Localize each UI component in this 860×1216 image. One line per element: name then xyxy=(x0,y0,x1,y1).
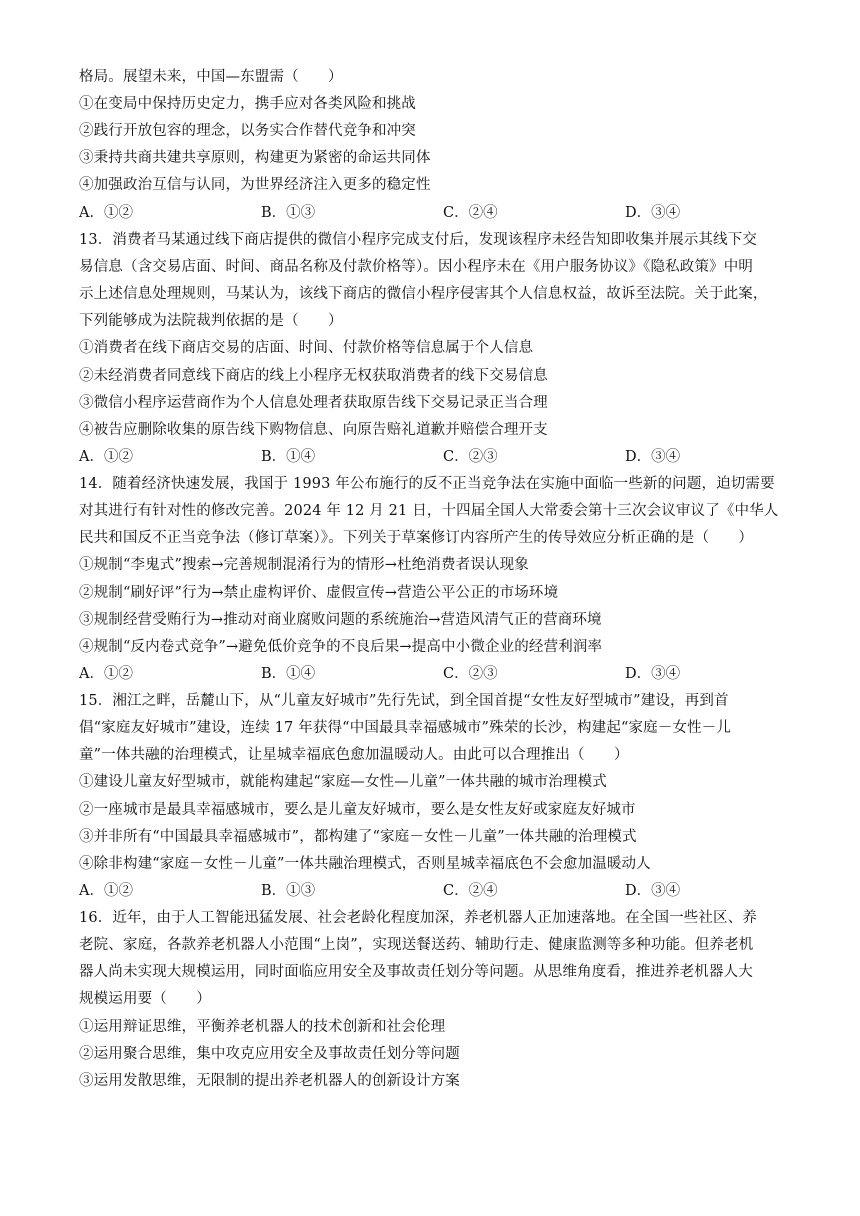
q13-statement-2: ②未经消费者同意线下商店的线上小程序无权获取消费者的线下交易信息 xyxy=(79,368,548,384)
q13-stem-line-2: 易信息（含交易店面、时间、商品名称及付款价格等）。因小程序未在《用户服务协议》《隐私政策》中明 xyxy=(79,259,754,275)
q14-statement-2: ②规制“刷好评”行为→禁止虚构评价、虚假宣传→营造公平公正的市场环境 xyxy=(79,585,559,601)
q13-option-d: D．③④ xyxy=(625,449,681,465)
q16-statement-1: ①运用辩证思维，平衡养老机器人的技术创新和社会伦理 xyxy=(79,1019,446,1035)
q14-option-b: B．①④ xyxy=(261,666,316,682)
q12-option-b: B．①③ xyxy=(261,205,316,221)
q12-option-d: D．③④ xyxy=(625,205,681,221)
q12-options xyxy=(79,203,799,223)
q13-statement-4: ④被告应删除收集的原告线下购物信息、向原告赔礼道歉并赔偿合理开支 xyxy=(79,422,548,438)
q15-option-c: C．②④ xyxy=(443,883,498,899)
q16-statement-3: ③运用发散思维，无限制的提出养老机器人的创新设计方案 xyxy=(79,1073,460,1089)
q16-stem-line-4: 规模运用要（ ） xyxy=(79,991,211,1007)
q12-statement-1: ①在变局中保持历史定力，携手应对各类风险和挑战 xyxy=(79,96,416,112)
q13-option-a: A．①② xyxy=(79,449,133,465)
q13-statement-3: ③微信小程序运营商作为个人信息处理者获取原告线下交易记录正当合理 xyxy=(79,395,548,411)
q13-statement-1: ①消费者在线下商店交易的店面、时间、付款价格等信息属于个人信息 xyxy=(79,340,534,356)
q15-statement-1: ①建设儿童友好型城市，就能构建起“家庭—女性—儿童”一体共融的城市治理模式 xyxy=(79,774,607,790)
q14-statement-4: ④规制“反内卷式竞争”→避免低价竞争的不良后果→提高中小微企业的经营利润率 xyxy=(79,639,603,655)
q12-stem-tail: 格局。展望未来，中国—东盟需（ ） xyxy=(79,69,343,85)
q16-stem-line-1: 16．近年，由于人工智能迅猛发展、社会老龄化程度加深，养老机器人正加速落地。在全国一些社区、养 xyxy=(79,910,757,926)
q12-option-a: A．①② xyxy=(79,205,133,221)
q12-statement-3: ③秉持共商共建共享原则，构建更为紧密的命运共同体 xyxy=(79,150,431,166)
q12-option-c: C．②④ xyxy=(443,205,498,221)
q15-statement-4: ④除非构建“家庭－女性－儿童”一体共融治理模式，否则星城幸福底色不会愈加温暖动人 xyxy=(79,856,651,872)
q14-option-d: D．③④ xyxy=(625,666,681,682)
q15-statement-3: ③并非所有“中国最具幸福感城市”，都构建了“家庭－女性－儿童”一体共融的治理模式 xyxy=(79,829,637,845)
q15-stem-line-3: 童”一体共融的治理模式，让星城幸福底色愈加温暖动人。由此可以合理推出（ ） xyxy=(79,747,629,763)
q14-statement-3: ③规制经营受贿行为→推动对商业腐败问题的系统施治→营造风清气正的营商环境 xyxy=(79,612,602,628)
q16-statement-2: ②运用聚合思维，集中攻克应用安全及事故责任划分等问题 xyxy=(79,1046,460,1062)
q15-option-a: A．①② xyxy=(79,883,133,899)
q13-stem-line-4: 下列能够成为法院裁判依据的是（ ） xyxy=(79,313,343,329)
q14-option-a: A．①② xyxy=(79,666,133,682)
q14-stem-line-1: 14．随着经济快速发展，我国于 1993 年公布施行的反不正当竞争法在实施中面临一些新的问题，迫切需要 xyxy=(79,476,775,492)
q15-option-b: B．①③ xyxy=(261,883,316,899)
q14-stem-line-3: 民共和国反不正当竞争法（修订草案）》。下列关于草案修订内容所产生的传导效应分析正确的是（ ） xyxy=(79,530,754,546)
q14-option-c: C．②③ xyxy=(443,666,498,682)
q15-stem-line-1: 15．湘江之畔，岳麓山下，从“儿童友好城市”先行先试，到全国首提“女性友好型城市”建设，再到首 xyxy=(79,693,729,709)
q13-options xyxy=(79,447,799,467)
q13-stem-line-3: 示上述信息处理规则，马某认为，该线下商店的微信小程序侵害其个人信息权益，故诉至法院。关于此案， xyxy=(79,286,768,302)
q15-option-d: D．③④ xyxy=(625,883,681,899)
q16-stem-line-2: 老院、家庭，各款养老机器人小范围“上岗”，实现送餐送药、辅助行走、健康监测等多种功能。但养老机 xyxy=(79,937,754,953)
q14-statement-1: ①规制“李鬼式”搜索→完善规制混淆行为的情形→杜绝消费者误认现象 xyxy=(79,557,529,573)
q13-option-c: C．②③ xyxy=(443,449,498,465)
q13-stem-line-1: 13．消费者马某通过线下商店提供的微信小程序完成支付后，发现该程序未经告知即收集并展示其线下交 xyxy=(79,232,757,248)
q12-statement-4: ④加强政治互信与认同，为世界经济注入更多的稳定性 xyxy=(79,177,431,193)
q15-statement-2: ②一座城市是最具幸福感城市，要么是儿童友好城市，要么是女性友好或家庭友好城市 xyxy=(79,802,636,818)
q12-statement-2: ②践行开放包容的理念，以务实合作替代竞争和冲突 xyxy=(79,123,416,139)
q14-stem-line-2: 对其进行有针对性的修改完善。2024 年 12 月 21 日，十四届全国人大常委会第十三次会议审议了《中华人 xyxy=(79,503,779,519)
q16-stem-line-3: 器人尚未实现大规模运用，同时面临应用安全及事故责任划分等问题。从思维角度看，推进养老机器人大 xyxy=(79,964,753,980)
q14-options xyxy=(79,664,799,684)
q15-options xyxy=(79,881,799,901)
q13-option-b: B．①④ xyxy=(261,449,316,465)
q15-stem-line-2: 倡“家庭友好城市”建设，连续 17 年获得“中国最具幸福感城市”殊荣的长沙，构建起“家庭－女性－儿 xyxy=(79,720,732,736)
